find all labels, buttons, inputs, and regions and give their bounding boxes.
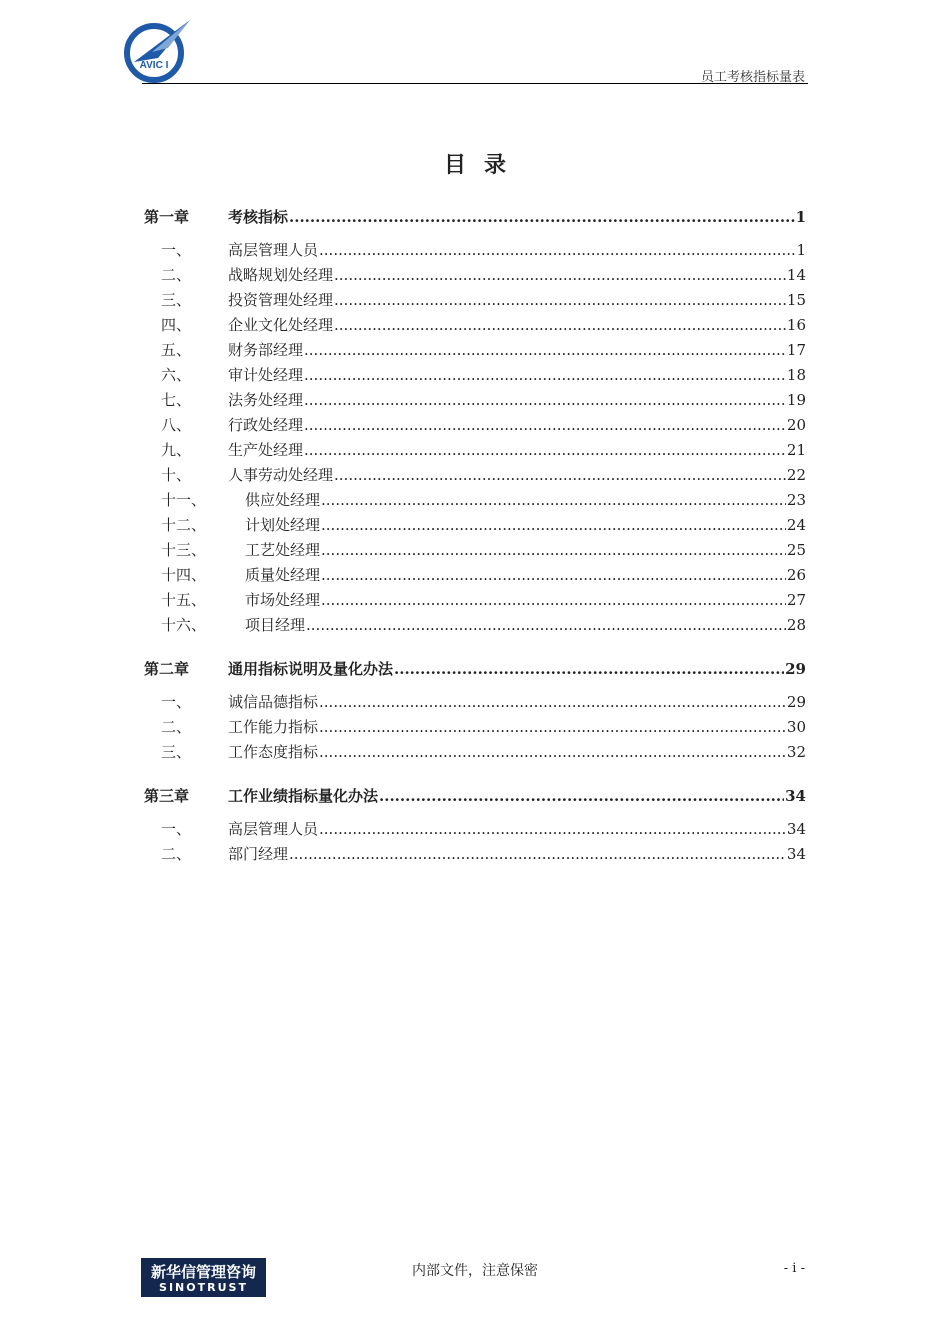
item-title: 质量处经理 bbox=[245, 566, 321, 584]
item-title: 诚信品德指标 bbox=[228, 693, 319, 711]
item-title: 工作能力指标 bbox=[228, 718, 319, 736]
item-page: 22 bbox=[786, 466, 806, 484]
chapter-number: 第三章 bbox=[144, 787, 190, 805]
item-number: 十一、 bbox=[161, 491, 207, 509]
table-of-contents bbox=[144, 205, 806, 867]
item-number: 十五、 bbox=[161, 591, 207, 609]
dot-leader bbox=[321, 488, 786, 513]
item-title: 计划处经理 bbox=[245, 516, 321, 534]
item-number: 十四、 bbox=[161, 566, 207, 584]
item-title: 人事劳动处经理 bbox=[228, 466, 334, 484]
header-divider bbox=[142, 83, 808, 84]
dot-leader bbox=[306, 613, 786, 638]
dot-leader bbox=[319, 715, 786, 740]
sinotrust-logo-en: SINOTRUST bbox=[159, 1281, 248, 1294]
chapter-title: 考核指标 bbox=[228, 208, 289, 226]
item-title: 行政处经理 bbox=[228, 416, 304, 434]
toc-item-row[interactable] bbox=[144, 588, 806, 613]
chapter-page: 1 bbox=[795, 208, 806, 226]
chapter-page: 29 bbox=[785, 660, 806, 678]
item-title: 项目经理 bbox=[245, 616, 306, 634]
dot-leader bbox=[304, 438, 786, 463]
dot-leader bbox=[304, 363, 786, 388]
toc-item-row[interactable] bbox=[144, 388, 806, 413]
toc-chapter-row[interactable] bbox=[144, 784, 806, 809]
item-number: 十六、 bbox=[161, 616, 207, 634]
item-page: 29 bbox=[786, 693, 806, 711]
item-number: 二、 bbox=[161, 266, 192, 284]
toc-item-row[interactable] bbox=[144, 463, 806, 488]
toc-item-row[interactable] bbox=[144, 288, 806, 313]
item-title: 高层管理人员 bbox=[228, 820, 319, 838]
toc-item-row[interactable] bbox=[144, 740, 806, 765]
dot-leader bbox=[321, 513, 786, 538]
dot-leader bbox=[319, 690, 786, 715]
item-title: 战略规划处经理 bbox=[228, 266, 334, 284]
item-title: 企业文化处经理 bbox=[228, 316, 334, 334]
item-title: 审计处经理 bbox=[228, 366, 304, 384]
item-page: 23 bbox=[786, 491, 806, 509]
item-number: 三、 bbox=[161, 291, 192, 309]
toc-item-row[interactable] bbox=[144, 438, 806, 463]
chapter-page: 34 bbox=[785, 787, 806, 805]
item-number: 九、 bbox=[161, 441, 192, 459]
item-page: 34 bbox=[786, 820, 806, 838]
confidentiality-note: 内部文件，注意保密 bbox=[412, 1263, 538, 1279]
sinotrust-logo-cn: 新华信管理咨询 bbox=[150, 1263, 256, 1281]
dot-leader bbox=[304, 338, 786, 363]
toc-item-row[interactable] bbox=[144, 538, 806, 563]
dot-leader bbox=[394, 657, 784, 682]
item-title: 供应处经理 bbox=[245, 491, 321, 509]
toc-item-row[interactable] bbox=[144, 513, 806, 538]
item-page: 20 bbox=[786, 416, 806, 434]
item-title: 市场处经理 bbox=[245, 591, 321, 609]
item-page: 21 bbox=[786, 441, 806, 459]
item-number: 二、 bbox=[161, 718, 192, 736]
item-page: 24 bbox=[786, 516, 806, 534]
toc-item-row[interactable] bbox=[144, 313, 806, 338]
item-page: 18 bbox=[786, 366, 806, 384]
toc-item-row[interactable] bbox=[144, 413, 806, 438]
item-number: 一、 bbox=[161, 820, 192, 838]
item-title: 工作态度指标 bbox=[228, 743, 319, 761]
chapter-number: 第一章 bbox=[144, 208, 190, 226]
toc-item-row[interactable] bbox=[144, 613, 806, 638]
page-number: - i - bbox=[783, 1261, 805, 1276]
item-title: 工艺处经理 bbox=[245, 541, 321, 559]
dot-leader bbox=[321, 538, 786, 563]
dot-leader bbox=[304, 413, 786, 438]
item-page: 34 bbox=[786, 845, 806, 863]
item-page: 19 bbox=[786, 391, 806, 409]
dot-leader bbox=[319, 817, 786, 842]
item-page: 25 bbox=[786, 541, 806, 559]
dot-leader bbox=[319, 238, 795, 263]
dot-leader bbox=[289, 842, 786, 867]
avic-logo bbox=[124, 18, 194, 84]
dot-leader bbox=[334, 313, 786, 338]
dot-leader bbox=[319, 740, 786, 765]
item-page: 1 bbox=[796, 241, 806, 259]
item-page: 15 bbox=[786, 291, 806, 309]
dot-leader bbox=[304, 388, 786, 413]
item-number: 一、 bbox=[161, 693, 192, 711]
toc-chapter-row[interactable] bbox=[144, 657, 806, 682]
toc-item-row[interactable] bbox=[144, 263, 806, 288]
item-number: 三、 bbox=[161, 743, 192, 761]
item-page: 17 bbox=[786, 341, 806, 359]
item-page: 14 bbox=[786, 266, 806, 284]
item-number: 十、 bbox=[161, 466, 192, 484]
dot-leader bbox=[334, 263, 786, 288]
chapter-number: 第二章 bbox=[144, 660, 190, 678]
toc-item-row[interactable] bbox=[144, 338, 806, 363]
item-page: 32 bbox=[786, 743, 806, 761]
item-number: 六、 bbox=[161, 366, 192, 384]
toc-item-row[interactable] bbox=[144, 363, 806, 388]
item-page: 16 bbox=[786, 316, 806, 334]
dot-leader bbox=[379, 784, 784, 809]
logo-text: AVIC I bbox=[139, 60, 169, 71]
toc-item-row[interactable] bbox=[144, 238, 806, 263]
item-number: 十三、 bbox=[161, 541, 207, 559]
dot-leader bbox=[334, 288, 786, 313]
item-number: 四、 bbox=[161, 316, 192, 334]
item-number: 五、 bbox=[161, 341, 192, 359]
toc-item-row[interactable] bbox=[144, 842, 806, 867]
toc-item-row[interactable] bbox=[144, 563, 806, 588]
dot-leader bbox=[321, 563, 786, 588]
toc-item-row[interactable] bbox=[144, 817, 806, 842]
dot-leader bbox=[334, 463, 786, 488]
item-number: 二、 bbox=[161, 845, 192, 863]
toc-chapter-row[interactable] bbox=[144, 205, 806, 230]
chapter-title: 通用指标说明及量化办法 bbox=[228, 660, 394, 678]
item-page: 28 bbox=[786, 616, 806, 634]
item-number: 十二、 bbox=[161, 516, 207, 534]
item-title: 部门经理 bbox=[228, 845, 289, 863]
dot-leader bbox=[289, 205, 795, 230]
item-title: 高层管理人员 bbox=[228, 241, 319, 259]
toc-item-row[interactable] bbox=[144, 488, 806, 513]
toc-item-row[interactable] bbox=[144, 690, 806, 715]
item-number: 八、 bbox=[161, 416, 192, 434]
item-page: 26 bbox=[786, 566, 806, 584]
item-page: 30 bbox=[786, 718, 806, 736]
item-title: 财务部经理 bbox=[228, 341, 304, 359]
toc-item-row[interactable] bbox=[144, 715, 806, 740]
item-page: 27 bbox=[786, 591, 806, 609]
toc-title: 目录 bbox=[443, 152, 524, 178]
item-number: 一、 bbox=[161, 241, 192, 259]
dot-leader bbox=[321, 588, 786, 613]
document-title: 员工考核指标量表 bbox=[700, 70, 805, 85]
chapter-title: 工作业绩指标量化办法 bbox=[228, 787, 379, 805]
item-title: 生产处经理 bbox=[228, 441, 304, 459]
item-title: 投资管理处经理 bbox=[228, 291, 334, 309]
item-number: 七、 bbox=[161, 391, 192, 409]
item-title: 法务处经理 bbox=[228, 391, 304, 409]
